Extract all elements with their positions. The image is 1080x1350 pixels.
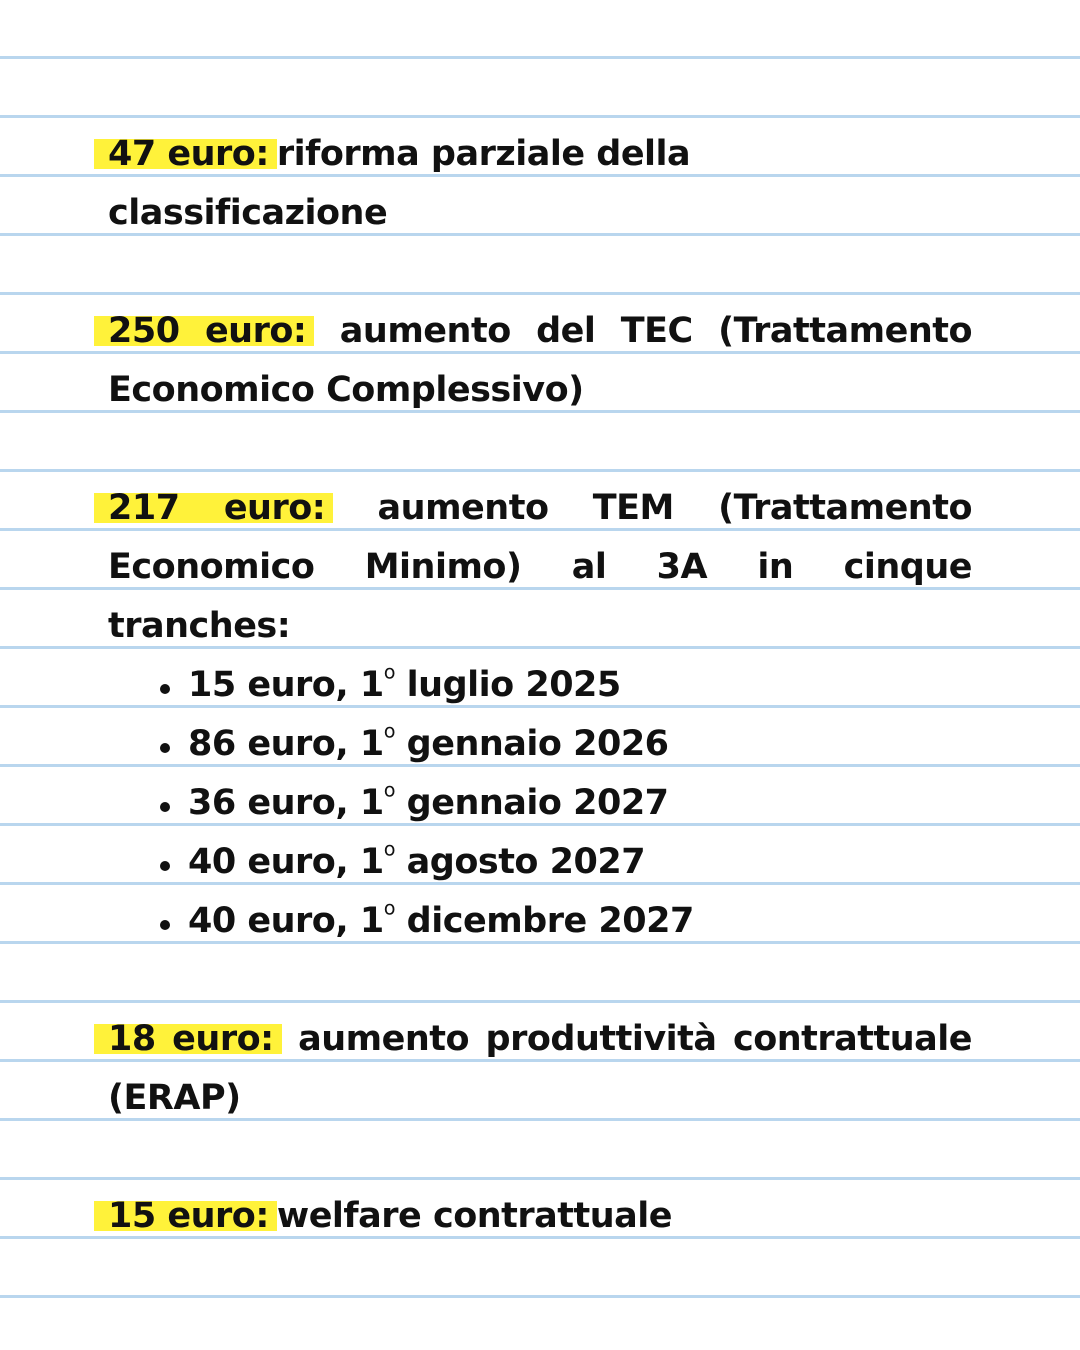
- tranche-amount: 40 euro, 1: [188, 901, 384, 941]
- tranche-amount: 15 euro, 1: [188, 665, 384, 705]
- item-description: welfare contrattuale: [276, 1196, 673, 1236]
- highlighted-amount: 47 euro:: [94, 134, 277, 174]
- notes-content: [108, 125, 972, 1246]
- list-item: [188, 892, 972, 951]
- tranche-date: agosto 2027: [406, 842, 646, 882]
- item-description: aumento del TEC (Trattamento Economico Complessivo): [108, 311, 973, 410]
- tranche-date: gennaio 2027: [406, 783, 669, 823]
- highlighted-amount: 250 euro:: [94, 311, 314, 351]
- tranches-list: [108, 656, 972, 951]
- spacer: [108, 1128, 972, 1187]
- spacer: [108, 420, 972, 479]
- ordinal-indicator: o: [383, 837, 395, 861]
- item-erap: [108, 1010, 972, 1128]
- tranche-date: luglio 2025: [406, 665, 621, 705]
- ordinal-indicator: o: [383, 719, 395, 743]
- tranche-amount: 36 euro, 1: [188, 783, 384, 823]
- highlighted-amount: 15 euro:: [94, 1196, 277, 1236]
- list-item: [188, 715, 972, 774]
- spacer: [108, 951, 972, 1010]
- item-description: riforma parziale della classificazione: [108, 134, 691, 233]
- tranche-amount: 40 euro, 1: [188, 842, 384, 882]
- item-classificazione: [108, 125, 972, 243]
- tranche-amount: 86 euro, 1: [188, 724, 384, 764]
- item-tem: [108, 479, 972, 656]
- tranche-date: dicembre 2027: [406, 901, 694, 941]
- list-item: [188, 656, 972, 715]
- item-description: aumento TEM (Trattamento Economico Minimo) al 3A in cinque tranches:: [108, 488, 972, 646]
- tranche-date: gennaio 2026: [406, 724, 669, 764]
- highlighted-amount: 18 euro:: [94, 1019, 282, 1059]
- ordinal-indicator: o: [383, 896, 395, 920]
- spacer: [108, 243, 972, 302]
- item-tec: [108, 302, 972, 420]
- list-item: [188, 774, 972, 833]
- item-welfare: [108, 1187, 972, 1246]
- highlighted-amount: 217 euro:: [94, 488, 333, 528]
- list-item: [188, 833, 972, 892]
- ordinal-indicator: o: [383, 660, 395, 684]
- item-description: aumento produttività contrattuale (ERAP): [108, 1019, 973, 1118]
- ordinal-indicator: o: [383, 778, 395, 802]
